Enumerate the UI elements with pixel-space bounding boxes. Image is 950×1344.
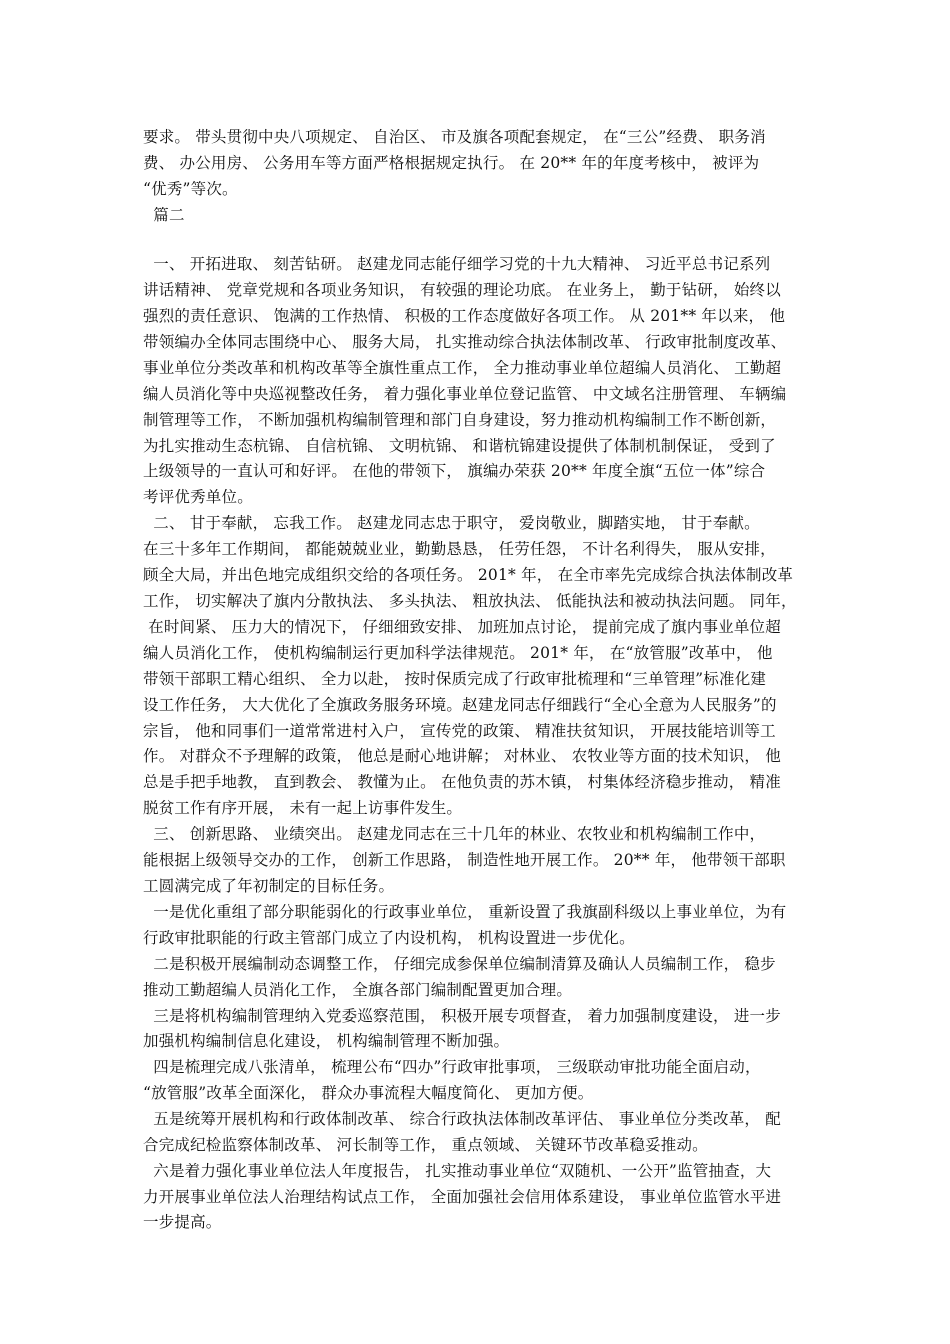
text-line: 在三十多年工作期间， 都能兢兢业业，勤勤恳恳， 任劳任怨， 不计名利得失， 服从安排， xyxy=(143,540,776,558)
text-line: 四是梳理完成八张清单， 梳理公布“四办”行政审批事项， 三级联动审批功能全面启动， xyxy=(143,1058,761,1076)
text-line: 要求。 带头贯彻中央八项规定、 自治区、 市及旗各项配套规定， 在“三公”经费、 职务消 xyxy=(143,128,766,146)
text-line: 一、 开拓进取、 刻苦钻研。 赵建龙同志能仔细学习党的十九大精神、 习近平总书记系列 xyxy=(143,255,771,273)
text-line: 二、 甘于奉献， 忘我工作。 赵建龙同志忠于职守， 爱岗敬业，脚踏实地， 甘于奉献。 xyxy=(143,514,760,532)
text-line: 行政审批职能的行政主管部门成立了内设机构， 机构设置进一步优化。 xyxy=(143,929,635,947)
text-line: 为扎实推动生态杭锦、 自信杭锦、 文明杭锦、 和谐杭锦建设提供了体制机制保证， 受到了 xyxy=(143,437,776,455)
text-line: 三是将机构编制管理纳入党委巡察范围， 积极开展专项督查， 着力加强制度建设， 进一步 xyxy=(143,1007,781,1025)
text-line: 五是统筹开展机构和行政体制改革、 综合行政执法体制改革评估、 事业单位分类改革， 配 xyxy=(143,1110,781,1128)
text-line: 在时间紧、 压力大的情况下， 仔细细致安排、 加班加点讨论， 提前完成了旗内事业单位超 xyxy=(143,618,781,636)
text-line: 能根据上级领导交办的工作， 创新工作思路， 制造性地开展工作。 20** 年， 他带领干部职 xyxy=(143,851,786,869)
text-line: 脱贫工作有序开展， 未有一起上访事件发生。 xyxy=(143,799,463,817)
text-line: 一是优化重组了部分职能弱化的行政事业单位， 重新设置了我旗副科级以上事业单位，为有 xyxy=(143,903,787,921)
text-line: 推动工勤超编人员消化工作， 全旗各部门编制配置更加合理。 xyxy=(143,981,573,999)
text-line: 总是手把手地教， 直到教会、 教懂为止。 在他负责的苏木镇， 村集体经济稳步推动， 精准 xyxy=(143,773,781,791)
text-line: 带领编办全体同志围绕中心、 服务大局， 扎实推动综合执法体制改革、 行政审批制度改革、 xyxy=(143,333,787,351)
text-line: 带领干部职工精心组织、 全力以赴， 按时保质完成了行政审批梳理和“三单管理”标准化建 xyxy=(143,670,767,688)
text-line: 三、 创新思路、 业绩突出。 赵建龙同志在三十几年的林业、农牧业和机构编制工作中， xyxy=(143,825,766,843)
text-line: 事业单位分类改革和机构改革等全旗性重点工作， 全力推动事业单位超编人员消化、 工勤超 xyxy=(143,359,782,377)
text-line: 加强机构编制信息化建设， 机构编制管理不断加强。 xyxy=(143,1032,510,1050)
text-line: 作。 对群众不予理解的政策， 他总是耐心地讲解； 对林业、 农牧业等方面的技术知识， 他 xyxy=(143,747,781,765)
text-line: 编人员消化等中央巡视整改任务， 着力强化事业单位登记监管、 中文域名注册管理、 车辆编 xyxy=(143,385,787,403)
text-line: 工作， 切实解决了旗内分散执法、 多头执法、 粗放执法、 低能执法和被动执法问题。 同年， xyxy=(143,592,797,610)
text-line: “放管服”改革全面深化， 群众办事流程大幅度简化、 更加方便。 xyxy=(143,1084,594,1102)
text-line: 力开展事业单位法人治理结构试点工作， 全面加强社会信用体系建设， 事业单位监管水平进 xyxy=(143,1188,782,1206)
text-line: “优秀”等次。 xyxy=(143,180,238,198)
text-line: 制管理等工作， 不断加强机构编制管理和部门自身建设，努力推动机构编制工作不断创新， xyxy=(143,411,777,429)
text-line: 讲话精神、 党章党规和各项业务知识， 有较强的理论功底。 在业务上， 勤于钻研， 始终以 xyxy=(143,281,781,299)
text-line: 编人员消化工作， 使机构编制运行更加科学法律规范。 201* 年， 在“放管服”改革中， 他 xyxy=(143,644,773,662)
text-line: 强烈的责任意识、 饱满的工作热情、 积极的工作态度做好各项工作。 从 201** 年以来， 他 xyxy=(143,307,786,325)
text-line: 工圆满完成了年初制定的目标任务。 xyxy=(143,877,395,895)
text-line: 宗旨， 他和同事们一道常常进村入户， 宣传党的政策、 精准扶贫知识， 开展技能培训等工 xyxy=(143,722,776,740)
text-line: 顾全大局，并出色地完成组织交给的各项任务。 201* 年， 在全市率先完成综合执法体制改革 xyxy=(143,566,794,584)
text-line: 费、 办公用房、 公务用车等方面严格根据规定执行。 在 20** 年的年度考核中， 被评为 xyxy=(143,154,760,172)
text-line: 六是着力强化事业单位法人年度报告， 扎实推动事业单位“双随机、一公开”监管抽查，大 xyxy=(143,1162,772,1180)
text-line: 二是积极开展编制动态调整工作， 仔细完成参保单位编制清算及确认人员编制工作， 稳步 xyxy=(143,955,776,973)
text-line: 设工作任务， 大大优化了全旗政务服务环境。赵建龙同志仔细践行“全心全意为人民服务”的 xyxy=(143,696,777,714)
text-line: 一步提高。 xyxy=(143,1213,222,1231)
text-line: 上级领导的一直认可和好评。 在他的带领下， 旗编办荣获 20** 年度全旗“五位一体”综合 xyxy=(143,462,766,480)
section-heading: 篇二 xyxy=(143,206,185,224)
text-line: 考评优秀单位。 xyxy=(143,488,253,506)
text-line: 合完成纪检监察体制改革、 河长制等工作， 重点领域、 关键环节改革稳妥推动。 xyxy=(143,1136,708,1154)
